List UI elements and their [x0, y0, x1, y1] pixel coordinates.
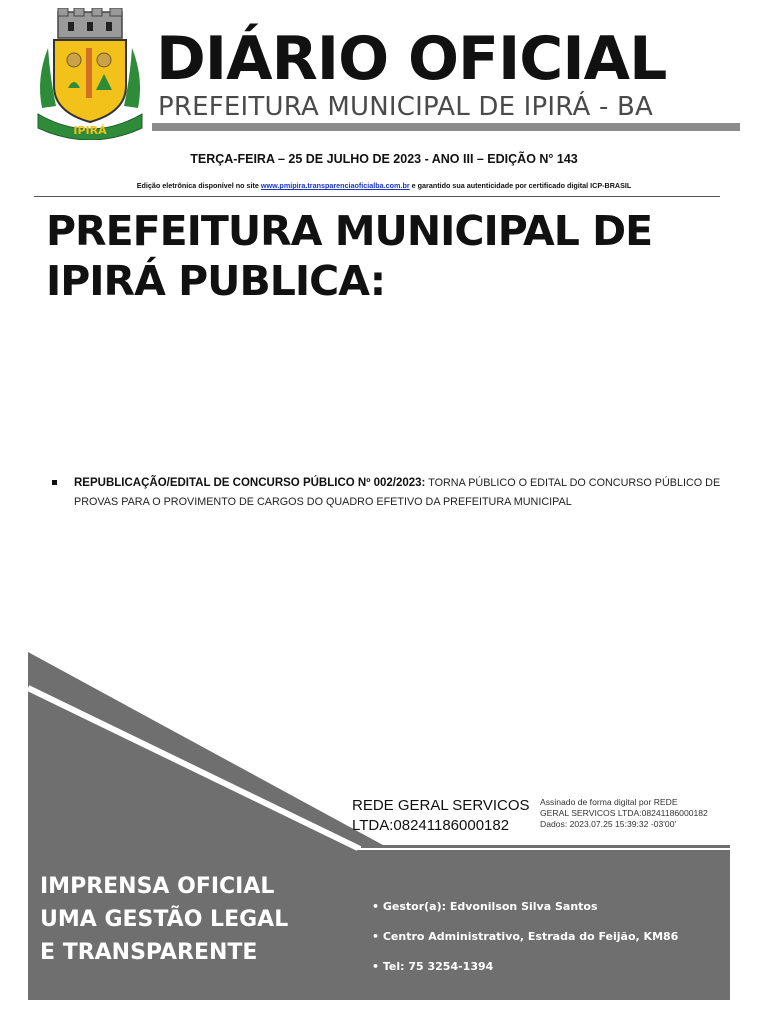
main-heading [46, 206, 746, 306]
publication-item [52, 474, 722, 512]
availability-prefix: Edição eletrônica disponível no site [136, 181, 261, 190]
main-heading-line-2: IPIRÁ PUBLICA: [46, 257, 386, 305]
footer-contact-list [372, 896, 678, 986]
main-heading-line-1: PREFEITURA MUNICIPAL DE [46, 207, 653, 255]
masthead-subtitle: PREFEITURA MUNICIPAL DE IPIRÁ - BA [158, 92, 654, 122]
availability-notice [0, 181, 768, 191]
signer-name-line-1: REDE GERAL SERVICOS [352, 797, 530, 814]
digital-signature-details [540, 797, 708, 830]
slogan-line-2: UMA GESTÃO LEGAL [40, 907, 289, 932]
masthead-divider [152, 123, 740, 131]
header-divider [34, 196, 720, 197]
slogan-line-3: E TRANSPARENTE [40, 940, 258, 965]
contact-address: • Centro Administrativo, Estrada do Feijão, KM86 [372, 930, 679, 943]
publication-description: TORNA PÚBLICO O EDITAL DO CONCURSO PÚBLICO DE PROVAS PARA O PROVIMENTO DE CARGOS DO QUADRO EFETIVO DA PREFEITURA MUNICIPAL [74, 477, 721, 508]
contact-phone: • Tel: 75 3254-1394 [372, 960, 494, 973]
edition-line: TERÇA-FEIRA – 25 DE JULHO DE 2023 - ANO III – EDIÇÃO N° 143 [190, 152, 578, 166]
signature-detail-2: GERAL SERVICOS LTDA:08241186000182 [540, 808, 708, 818]
publication-title: REPUBLICAÇÃO/EDITAL DE CONCURSO PÚBLICO Nº 002/2023: [74, 477, 426, 489]
municipal-crest-icon [34, 8, 146, 140]
signature-detail-3: Dados: 2023.07.25 15:39:32 -03'00' [540, 819, 677, 829]
masthead-title: DIÁRIO OFICIAL [156, 24, 667, 94]
contact-manager: • Gestor(a): Edvonilson Silva Santos [372, 900, 598, 913]
signature-detail-1: Assinado de forma digital por REDE [540, 797, 678, 807]
crest-label: IPIRÁ [73, 124, 107, 137]
signer-name-line-2: LTDA:08241186000182 [352, 817, 510, 834]
digital-signer-name [352, 796, 530, 836]
publication-list [52, 474, 722, 512]
footer-slogan [40, 870, 288, 969]
availability-suffix: e garantido sua autenticidade por certificado digital ICP-BRASIL [409, 181, 632, 190]
slogan-line-1: IMPRENSA OFICIAL [40, 874, 275, 899]
transparency-site-link[interactable]: www.pmipira.transparenciaoficialba.com.br [260, 181, 410, 190]
square-bullet-icon [52, 480, 57, 485]
